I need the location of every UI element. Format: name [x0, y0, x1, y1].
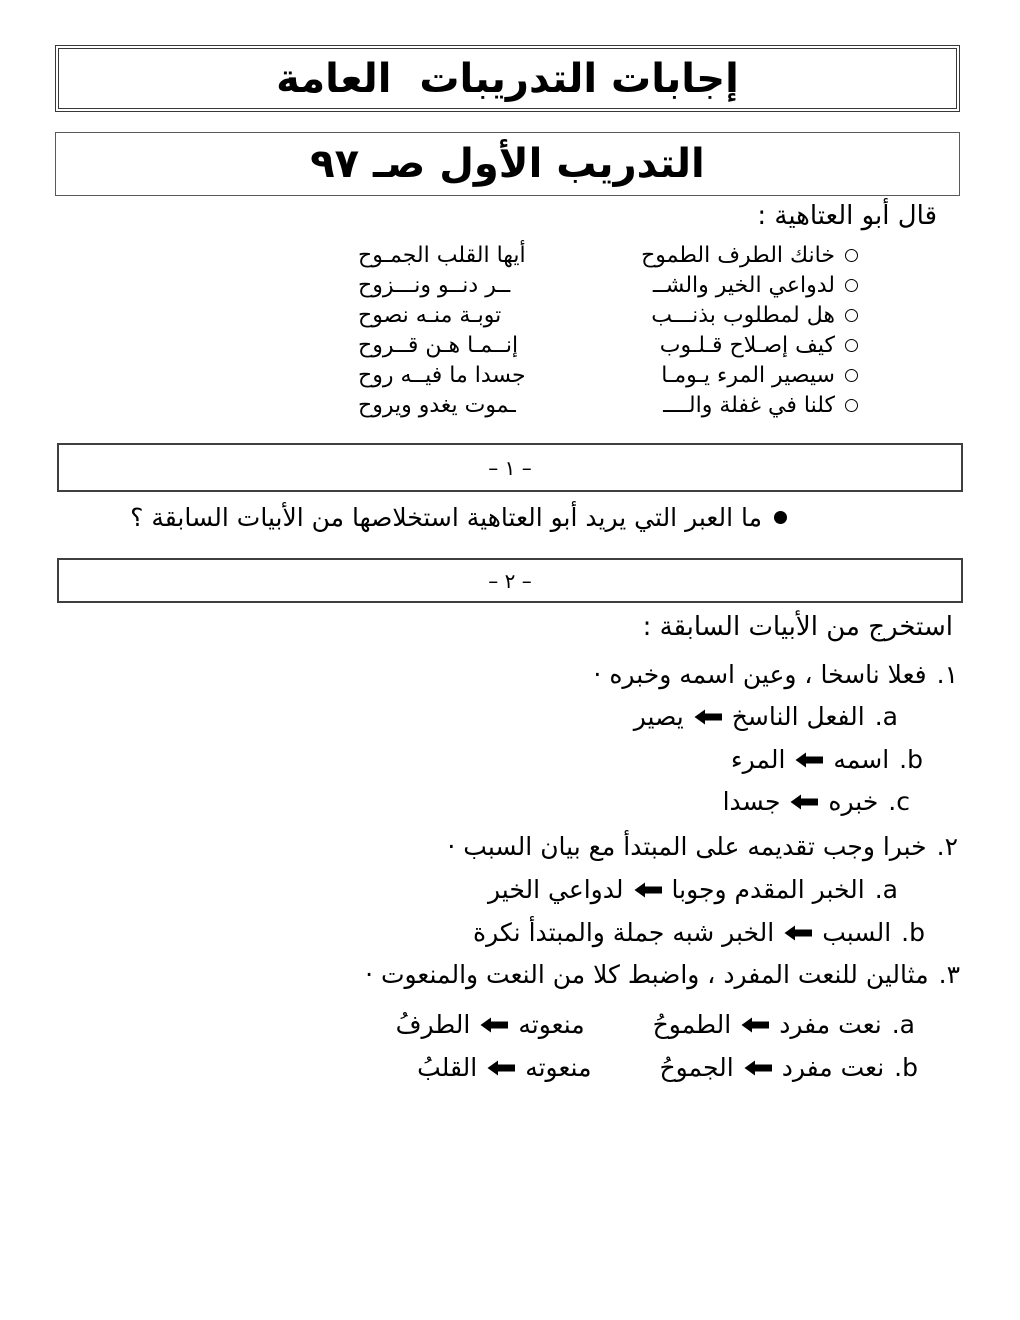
term-label: اسمه: [833, 745, 890, 774]
answer-text: القلبُ: [417, 1053, 478, 1082]
poem-block: [358, 240, 858, 420]
poem-hemistich-first: سيصير المرء يـومـا: [661, 362, 835, 388]
arrow-left-icon: [784, 925, 812, 941]
circle-bullet-icon: [845, 309, 858, 322]
list-text: مثالين للنعت المفرد ، واضبط كلا من النعت والمنعوت ·: [365, 960, 929, 989]
term-label: خبره: [828, 787, 879, 816]
answer-text: جسدا: [722, 787, 781, 816]
exercise-title: التدريب الأول صـ ٩٧: [310, 141, 705, 187]
list-item-1c: [723, 787, 910, 816]
poem-hemistich-first: خانك الطرف الطموح: [641, 242, 835, 268]
list-marker: b.: [899, 745, 923, 774]
circle-bullet-icon: [845, 339, 858, 352]
answer-text: الطرفُ: [395, 1010, 471, 1039]
divider-label: – ٢ –: [488, 568, 532, 593]
list-item-3b: [417, 1053, 918, 1082]
answer-text: الطموحُ: [652, 1010, 732, 1039]
list-marker: a.: [891, 1010, 915, 1039]
term-label: نعت مفرد: [781, 1053, 885, 1082]
term-label: نعت مفرد: [779, 1010, 882, 1039]
list-marker: ٢.: [936, 832, 958, 861]
list-marker: ١.: [936, 660, 958, 689]
filled-circle-bullet-icon: [774, 511, 787, 524]
arrow-left-icon: [744, 1060, 772, 1076]
poem-line-lead: [663, 393, 858, 418]
poem-hemistich-first: لدواعي الخير والشــ: [652, 272, 835, 298]
poet-intro-line: قال أبو العتاهية :: [757, 201, 937, 231]
poem-hemistich-second: ـموت يغدو ويروح: [358, 392, 516, 418]
main-title-box: [55, 45, 960, 112]
term-label: الفعل الناسخ: [731, 702, 865, 731]
poem-hemistich-second: ــر دنــو ونـــزوح: [358, 272, 511, 298]
poem-line-lead: [641, 243, 858, 268]
circle-bullet-icon: [845, 399, 858, 412]
circle-bullet-icon: [845, 279, 858, 292]
poem-hemistich-second: توبـة منـه نصوح: [358, 302, 502, 328]
arrow-left-icon: [694, 709, 722, 725]
list-marker: a.: [874, 702, 898, 731]
list-item-3: [365, 960, 960, 989]
section-divider-2: [57, 558, 963, 603]
arrow-left-icon: [487, 1060, 515, 1076]
circle-bullet-icon: [845, 369, 858, 382]
section-divider-1: [57, 443, 963, 492]
main-title: إجابات التدريبات العامة: [276, 55, 739, 102]
poem-line: [358, 300, 858, 330]
list-item-3a: [396, 1010, 915, 1039]
poem-line-lead: [653, 273, 858, 298]
list-marker: ٣.: [938, 960, 960, 989]
divider-label: – ١ –: [488, 455, 532, 480]
list-marker: c.: [888, 787, 910, 816]
poem-hemistich-first: هل لمطلوب بذنـــب: [651, 302, 835, 328]
question-line: [130, 503, 787, 532]
poem-line: [358, 390, 858, 420]
exercise-title-box: [55, 132, 960, 196]
arrow-left-icon: [480, 1017, 508, 1033]
arrow-left-icon: [741, 1017, 769, 1033]
poem-line-lead: [661, 363, 858, 388]
poem-line: [358, 240, 858, 270]
extraction-heading: استخرج من الأبيات السابقة :: [642, 612, 953, 642]
poem-hemistich-second: جسدا ما فيــه روح: [358, 362, 526, 388]
answer-text: الخبر شبه جملة والمبتدأ نكرة: [472, 918, 775, 947]
arrow-left-icon: [790, 794, 818, 810]
question-text: ما العبر التي يريد أبو العتاهية استخلاصها من الأبيات السابقة ؟: [130, 503, 762, 532]
poem-line: [358, 330, 858, 360]
term-label: السبب: [822, 918, 892, 947]
list-marker: b.: [894, 1053, 918, 1082]
term-label: الخبر المقدم وجوبا: [671, 875, 865, 904]
poem-hemistich-first: كلنا في غفلة والــــ: [663, 392, 835, 418]
term-label: منعوته: [518, 1010, 585, 1039]
poem-hemistich-second: إنــمـا هـن قــروح: [358, 332, 519, 358]
poem-line: [358, 270, 858, 300]
answer-text: يصير: [633, 702, 684, 731]
poem-line: [358, 360, 858, 390]
list-item-2b: [473, 918, 925, 947]
arrow-left-icon: [634, 882, 662, 898]
list-text: فعلا ناسخا ، وعين اسمه وخبره ·: [593, 660, 927, 689]
list-item-1b: [731, 745, 923, 774]
answer-text: المرء: [730, 745, 786, 774]
list-marker: b.: [901, 918, 925, 947]
poem-hemistich-first: كيف إصـلاح قـلـوب: [659, 332, 835, 358]
term-label: منعوته: [525, 1053, 592, 1082]
answer-text: لدواعي الخير: [488, 875, 624, 904]
answer-text: الجموحُ: [659, 1053, 734, 1082]
poem-hemistich-second: أيها القلب الجمـوح: [358, 242, 526, 268]
poem-line-lead: [660, 333, 858, 358]
circle-bullet-icon: [845, 249, 858, 262]
list-text: خبرا وجب تقديمه على المبتدأ مع بيان السبب ·: [447, 832, 927, 861]
list-item-2a: [488, 875, 898, 904]
arrow-left-icon: [795, 752, 823, 768]
poem-line-lead: [651, 303, 858, 328]
list-item-1: [593, 660, 958, 689]
list-item-1a: [634, 702, 898, 731]
list-marker: a.: [874, 875, 898, 904]
list-item-2: [447, 832, 958, 861]
